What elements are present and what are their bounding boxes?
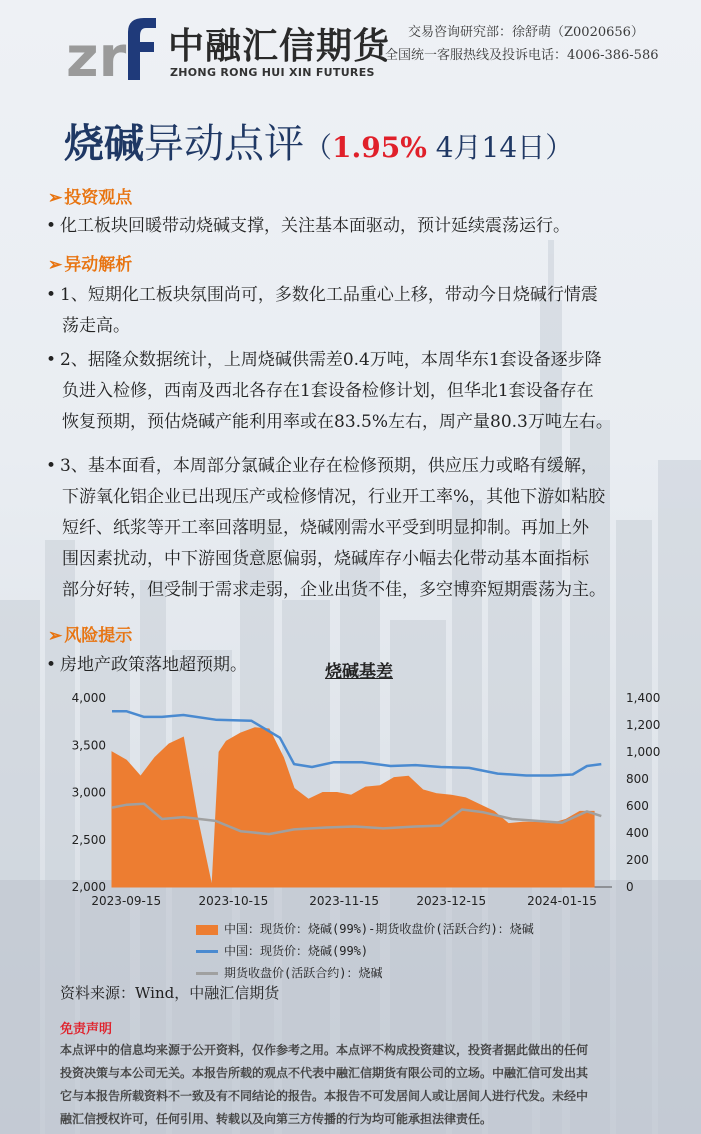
title-product: 烧碱 [64, 120, 144, 167]
data-source: 资料来源：Wind，中融汇信期货 [60, 984, 280, 1002]
view-paragraph [46, 211, 666, 242]
brand-name-en: ZHONG RONG HUI XIN FUTURES [170, 66, 375, 79]
analysis-1-line-2: 荡走高。 [62, 316, 130, 336]
analysis-heading-text: 异动解析 [64, 255, 133, 275]
legend-label-spot: 中国：现货价：烧碱(99%) [224, 944, 369, 958]
left-axis-tick-label: 2,000 [71, 880, 106, 894]
title-kind: 异动点评 [144, 121, 304, 167]
bullet-icon: • [46, 456, 57, 476]
analysis-paragraph-3 [46, 451, 666, 606]
series-basis-area [112, 728, 594, 887]
risk-heading [48, 621, 132, 646]
x-axis-tick-label: 2023-09-15 [91, 894, 162, 908]
hotline-contact: 全国统一客服热线及投诉电话：4006-386-586 [385, 48, 659, 63]
view-text: 化工板块回暖带动烧碱支撑，关注基本面驱动，预计延续震荡运行。 [60, 216, 570, 236]
right-axis-tick-label: 600 [626, 799, 649, 813]
analysis-1-line-1: 1、短期化工板块氛围尚可，多数化工品重心上移，带动今日烧碱行情震 [60, 285, 598, 305]
bullet-icon: • [46, 350, 57, 370]
disclaimer-line-4: 融汇信授权许可，任何引用、转载以及向第三方传播的行为均可能承担法律责任。 [60, 1112, 493, 1126]
left-axis-tick-label: 3,500 [71, 738, 106, 753]
analysis-3-line-1: 3、基本面看，本周部分氯碱企业存在检修预期，供应压力或略有缓解， [60, 456, 598, 476]
disclaimer-line-1: 本点评中的信息均来源于公开资料，仅作参考之用。本点评不构成投资建议，投资者据此做出的任何 [60, 1043, 589, 1057]
title-date [427, 131, 545, 164]
basis-chart [56, 685, 676, 915]
analysis-heading [48, 250, 132, 275]
right-axis-tick-label: 1,000 [626, 745, 661, 759]
left-axis-tick-label: 2,500 [71, 832, 106, 847]
x-axis-tick-label: 2023-12-15 [416, 894, 487, 908]
right-axis-tick-label: 0 [626, 880, 634, 894]
x-axis-tick-label: 2023-11-15 [309, 894, 380, 908]
legend-swatch-blue [196, 950, 218, 953]
legend-label-futures: 期货收盘价(活跃合约)：烧碱 [224, 966, 383, 980]
disclaimer-line-3: 它与本报告所载资料不一致及有不同结论的报告。本报告不可发居间人或让居间人进行代发。未经中 [60, 1089, 589, 1103]
title-paren-open: （ [304, 131, 333, 164]
view-heading-text: 投资观点 [64, 188, 133, 208]
company-logo-icon [66, 10, 158, 82]
analysis-3-line-5: 部分好转，但受制于需求走弱，企业出货不佳，多空博弈短期震荡为主。 [62, 580, 606, 600]
legend-label-basis: 中国：现货价：烧碱(99%)-期货收盘价(活跃合约)：烧碱 [224, 922, 534, 936]
left-axis-tick-label: 4,000 [71, 691, 106, 705]
right-axis-tick-label: 800 [626, 772, 649, 786]
chart-title: 烧碱基差 [325, 662, 393, 682]
legend-item-futures [196, 964, 382, 981]
analysis-2-line-3: 恢复预期，预估烧碱产能利用率或在83.5%左右，周产量80.3万吨左右。 [62, 412, 613, 432]
bullet-icon: • [46, 285, 57, 305]
view-heading [48, 183, 132, 208]
left-axis-tick-label: 3,000 [71, 785, 106, 800]
analysis-3-line-4: 围因素扰动，中下游囤货意愿偏弱，烧碱库存小幅去化带动基本面指标 [62, 549, 589, 569]
risk-text: 房地产政策落地超预期。 [60, 655, 247, 675]
legend-swatch-orange [196, 925, 218, 935]
arrow-icon: ➢ [48, 626, 63, 646]
legend-swatch-gray [196, 972, 218, 975]
disclaimer-line-2: 投资决策与本公司无关。本报告所载的观点不代表中融汇信期货有限公司的立场。中融汇信可发出其 [60, 1066, 589, 1080]
analysis-paragraph-1 [46, 280, 666, 342]
svg-text:zr: zr [66, 25, 127, 82]
x-axis-tick-label: 2023-10-15 [198, 894, 269, 908]
bullet-icon: • [46, 216, 57, 236]
disclaimer-text [60, 1039, 650, 1131]
x-axis-tick-label: 2024-01-15 [527, 894, 597, 908]
researcher-contact: 交易咨询研究部：徐舒萌（Z0020656） [408, 25, 644, 40]
analysis-2-line-1: 2、据隆众数据统计，上周烧碱供需差0.4万吨，本周华东1套设备逐步降 [60, 350, 602, 370]
arrow-icon: ➢ [48, 255, 63, 275]
right-axis-tick-label: 200 [626, 853, 649, 867]
right-axis-tick-label: 1,400 [626, 691, 661, 705]
disclaimer-title: 免责声明 [60, 1022, 113, 1037]
analysis-3-line-3: 短纤、纸浆等开工率回落明显，烧碱刚需水平受到明显抑制。再加上外 [62, 518, 589, 538]
bullet-icon: • [46, 655, 57, 675]
legend-item-basis [196, 920, 534, 937]
analysis-paragraph-2 [46, 345, 666, 438]
analysis-2-line-2: 负进入检修，西南及西北各存在1套设备检修计划，但华北1套设备存在 [62, 381, 594, 401]
title-paren-close: ） [545, 131, 574, 164]
title-date-text: 4月14日 [435, 131, 546, 164]
brand-name-cn: 中融汇信期货 [168, 26, 391, 67]
right-axis-tick-label: 400 [626, 826, 649, 840]
risk-heading-text: 风险提示 [64, 626, 133, 646]
right-axis-tick-label: 1,200 [626, 718, 661, 732]
page-title [64, 112, 573, 169]
arrow-icon: ➢ [48, 188, 63, 208]
analysis-3-line-2: 下游氧化铝企业已出现压产或检修情况，行业开工率%，其他下游如粘胶 [62, 487, 606, 507]
title-change: 1.95% [332, 131, 427, 164]
legend-item-spot [196, 942, 368, 959]
